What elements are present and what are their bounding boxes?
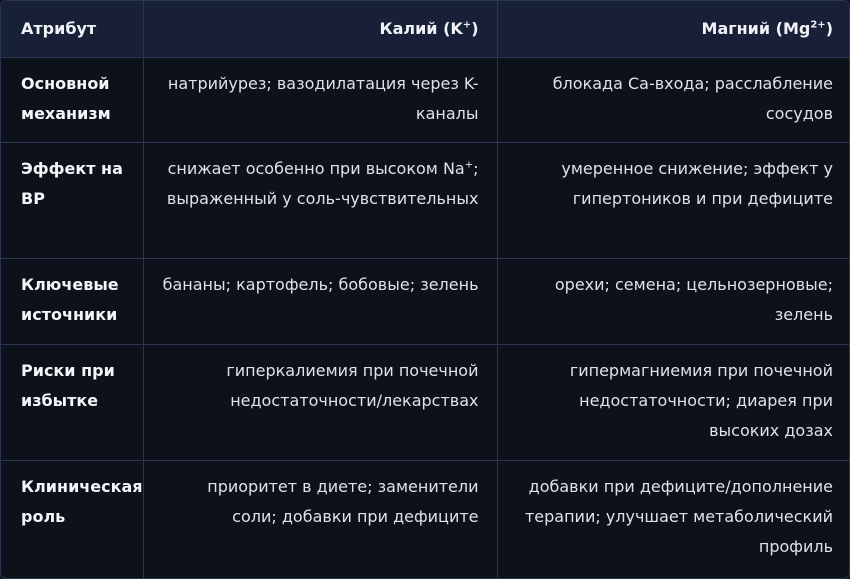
- row-attribute: Основной механизм: [1, 57, 143, 142]
- row-potassium-value: натрийурез; вазодилатация через K-каналы: [143, 57, 497, 142]
- row-magnesium-value: блокада Ca-входа; расслабление сосудов: [497, 57, 850, 142]
- header-attribute: Атрибут: [1, 1, 143, 57]
- header-magnesium-close: ): [825, 19, 833, 39]
- comparison-table: [1, 1, 850, 578]
- row-potassium-text-a: снижает особенно при высоком Na: [167, 158, 465, 178]
- row-magnesium-value: орехи; семена; цельнозерновые; зелень: [497, 258, 850, 344]
- row-magnesium-value: умеренное снижение; эффект у гипертоников и при дефиците: [497, 142, 850, 258]
- row-magnesium-value: добавки при дефиците/дополнение терапии; улучшает метаболический профиль: [524, 476, 833, 556]
- row-potassium-value: [143, 142, 497, 258]
- header-magnesium-sup: 2+: [810, 19, 826, 31]
- row-potassium-value: бананы; картофель; бобовые; зелень: [143, 258, 497, 344]
- table-row: [1, 142, 850, 258]
- header-potassium-close: ): [471, 19, 479, 39]
- table-row: [1, 460, 850, 578]
- row-attribute: Эффект на BP: [1, 142, 143, 258]
- header-magnesium-text: Магний (Mg: [701, 19, 811, 39]
- table-header-row: [1, 1, 850, 57]
- header-potassium: [143, 1, 497, 57]
- header-potassium-text: Калий (K: [379, 19, 463, 39]
- row-potassium-value: гиперкалиемия при почечной недостаточности/лекарствах: [143, 344, 497, 460]
- table-row: [1, 57, 850, 142]
- row-attribute: Риски при избытке: [1, 344, 143, 460]
- table-row: [1, 258, 850, 344]
- row-magnesium-value: гипермагниемия при почечной недостаточности; диарея при высоких дозах: [497, 344, 850, 460]
- row-attribute: Ключевые источники: [1, 258, 143, 344]
- table-row: [1, 344, 850, 460]
- header-magnesium: [497, 1, 850, 57]
- row-potassium-value: приоритет в диете; заменители соли; добавки при дефиците: [143, 460, 497, 578]
- row-potassium-text-b: ; выраженный у соль-чувствительных: [166, 158, 479, 208]
- header-potassium-sup: +: [462, 19, 472, 31]
- row-potassium-sup: +: [464, 159, 474, 171]
- row-attribute: Клиническая роль: [1, 460, 143, 578]
